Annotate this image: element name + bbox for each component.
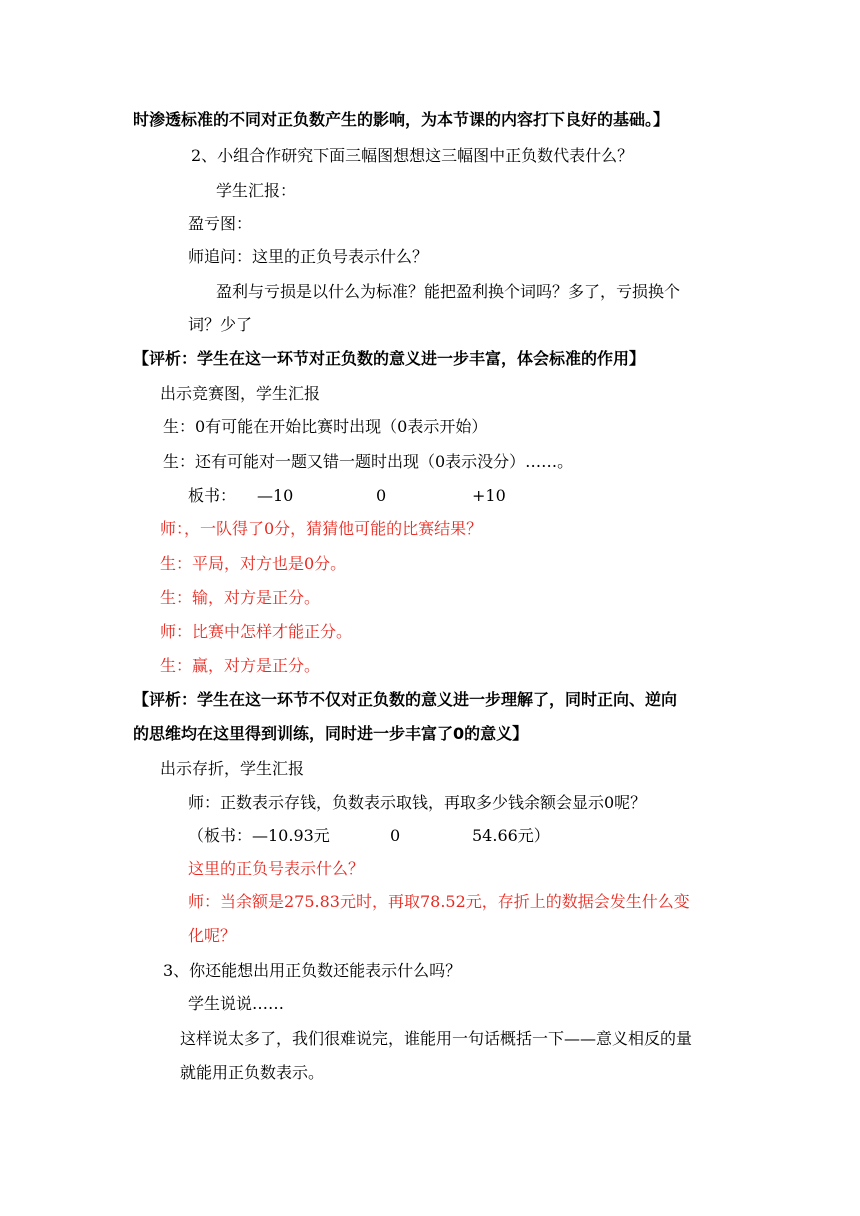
text-line: 师：比赛中怎样才能正分。 <box>160 622 353 641</box>
text-line: 词？少了 <box>188 315 253 334</box>
board-value: 0 <box>376 486 387 505</box>
board-label: 板书： <box>188 486 237 505</box>
text-line: 盈亏图： <box>188 214 253 233</box>
text-line: 生：赢，对方是正分。 <box>160 656 321 675</box>
text-line: 生：0有可能在开始比赛时出现（0表示开始） <box>163 417 488 436</box>
section-2-heading: 2、小组合作研究下面三幅图想想这三幅图中正负数代表什么？ <box>191 146 634 165</box>
text-line: 这样说太多了，我们很难说完，谁能用一句话概括一下——意义相反的量 <box>180 1029 693 1048</box>
commentary-continuation: 时渗透标准的不同对正负数产生的影响，为本节课的内容打下良好的基础。】 <box>133 110 670 129</box>
commentary-2: 【评析：学生在这一环节不仅对正负数的意义进一步理解了，同时正向、逆向 <box>133 690 678 709</box>
board-value: +10 <box>472 486 506 505</box>
section-3-heading: 3、你还能想出用正负数还能表示什么吗？ <box>163 961 462 980</box>
text-line: 这里的正负号表示什么？ <box>188 859 365 878</box>
text-line: 化呢？ <box>188 926 237 945</box>
text-line: 就能用正负数表示。 <box>180 1063 325 1082</box>
text-line: 学生说说…… <box>188 994 285 1013</box>
text-line: 师：正数表示存钱，负数表示取钱，再取多少钱余额会显示0呢？ <box>188 793 647 812</box>
board-value: 0 <box>390 826 401 845</box>
board-writing-2 <box>188 825 550 847</box>
commentary-1: 【评析：学生在这一环节对正负数的意义进一步丰富，体会标准的作用】 <box>133 349 646 368</box>
board-writing-1 <box>188 485 506 507</box>
board-label: （板书：—10.93元 <box>188 826 330 845</box>
text-line: 师：当余额是275.83元时，再取78.52元，存折上的数据会发生什么变 <box>188 892 690 911</box>
commentary-2-continuation: 的思维均在这里得到训练，同时进一步丰富了0的意义】 <box>133 724 529 743</box>
board-value: 54.66元） <box>472 826 550 845</box>
text-line: 生：平局，对方也是0分。 <box>160 554 347 573</box>
text-line: 学生汇报： <box>216 181 297 200</box>
board-value: —10 <box>257 486 294 505</box>
text-line: 盈利与亏损是以什么为标准？能把盈利换个词吗？多了，亏损换个 <box>216 282 681 301</box>
text-line: 师追问：这里的正负号表示什么？ <box>188 247 429 266</box>
text-line: 出示存折，学生汇报 <box>160 759 305 778</box>
text-line: 师：，一队得了0分，猜猜他可能的比赛结果？ <box>160 519 483 538</box>
text-line: 生：还有可能对一题又错一题时出现（0表示没分）……。 <box>163 452 574 471</box>
text-line: 出示竞赛图，学生汇报 <box>160 384 321 403</box>
text-line: 生：输，对方是正分。 <box>160 588 321 607</box>
